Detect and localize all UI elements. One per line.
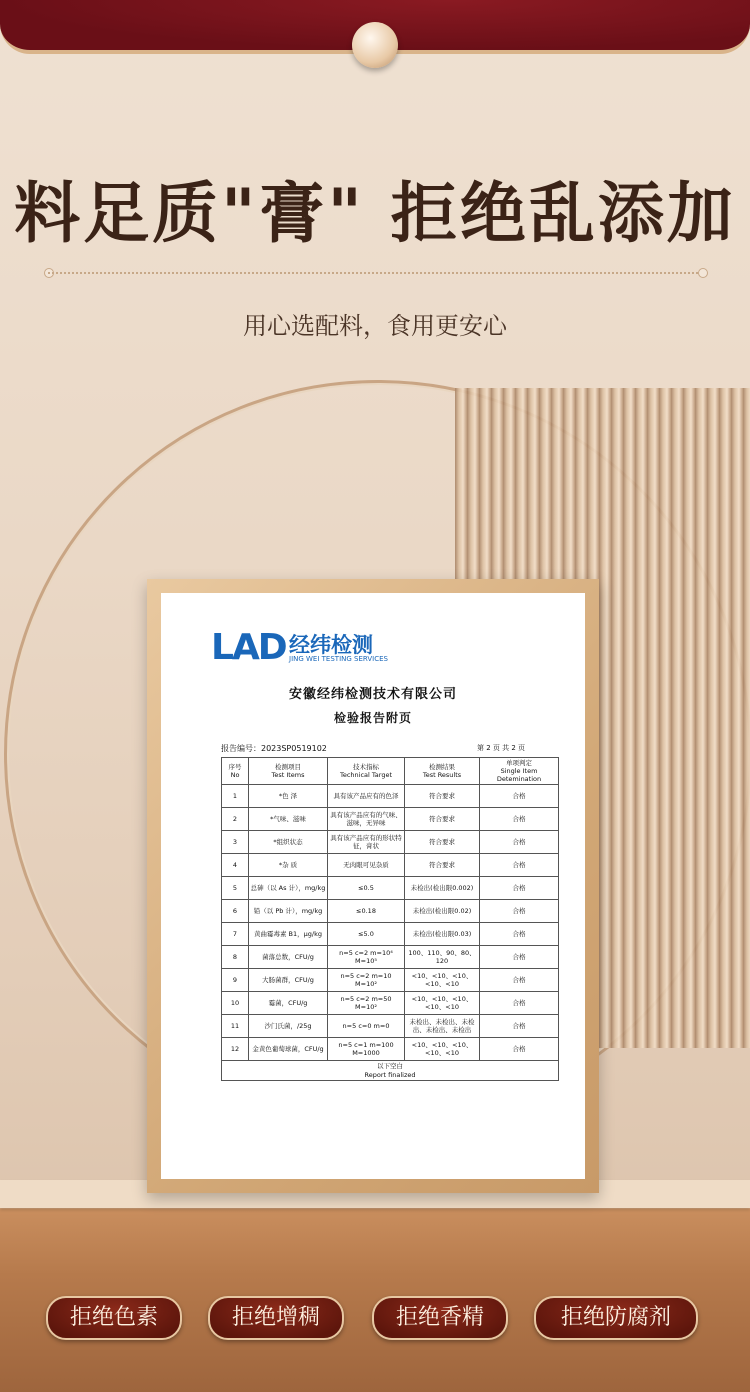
table-cell-no: 7 [222,923,249,946]
logo-cn-text: 经纬检测 [289,633,373,657]
headline: 料足质"膏" 拒绝乱添加 [14,174,736,252]
table-cell-no: 3 [222,831,249,854]
table-row [222,900,559,923]
table-cell-no: 6 [222,900,249,923]
table-cell-result: <10、<10、<10、<10、<10 [405,992,480,1015]
table-cell-item: 黄曲霉毒素 B1，μg/kg [249,923,328,946]
table-cell-result: 未检出(检出限0.02) [405,900,480,923]
table-cell-item: 沙门氏菌，/25g [249,1015,328,1038]
table-cell-judge: 合格 [480,1038,559,1061]
badge-no-flavoring: 拒绝香精 [372,1296,508,1340]
table-row [222,969,559,992]
table-row [222,923,559,946]
logo-en-text: JING WEI TESTING SERVICES [289,655,388,663]
report-table [221,757,559,1081]
table-cell-no: 11 [222,1015,249,1038]
table-cell-judge: 合格 [480,808,559,831]
report-number: 报告编号：2023SP0519102 [221,744,327,753]
table-cell-judge: 合格 [480,900,559,923]
table-cell-judge: 合格 [480,923,559,946]
table-cell-target: n=5 c=0 m=0 [328,1015,405,1038]
table-header: 检测项目 Test Items [249,758,328,785]
table-cell-item: *气味、滋味 [249,808,328,831]
table-cell-result: 未检出(检出限0.002) [405,877,480,900]
badge-no-coloring: 拒绝色素 [46,1296,182,1340]
table-cell-item: 大肠菌群，CFU/g [249,969,328,992]
badge-row [0,1296,750,1340]
table-row [222,1038,559,1061]
table-header: 技术指标 Technical Target [328,758,405,785]
table-cell-judge: 合格 [480,877,559,900]
badge-no-thickener: 拒绝增稠 [208,1296,344,1340]
table-header: 单项判定 Single Item Detemination [480,758,559,785]
table-cell-result: 未检出、未检出、未检出、未检出、未检出 [405,1015,480,1038]
table-cell-no: 12 [222,1038,249,1061]
table-cell-no: 1 [222,785,249,808]
table-row [222,992,559,1015]
table-cell-item: 金黄色葡萄球菌，CFU/g [249,1038,328,1061]
logo-lad-text: LAD [211,627,286,668]
table-cell-no: 9 [222,969,249,992]
table-cell-target: n=5 c=2 m=10 M=10² [328,969,405,992]
table-cell-item: 铅（以 Pb 计），mg/kg [249,900,328,923]
table-cell-judge: 合格 [480,969,559,992]
table-header: 序号 No [222,758,249,785]
table-header: 检测结果 Test Results [405,758,480,785]
table-footer-row [222,1061,559,1080]
table-cell-result: 符合要求 [405,854,480,877]
table-cell-result: 未检出(检出限0.03) [405,923,480,946]
report-page: 第 2 页 共 2 页 [477,744,526,752]
badge-no-preservative: 拒绝防腐剂 [534,1296,698,1340]
table-cell-item: 霉菌，CFU/g [249,992,328,1015]
table-row [222,877,559,900]
table-cell-no: 8 [222,946,249,969]
table-cell-target: 具有该产品应有的形状特征，膏状 [328,831,405,854]
company-name: 安徽经纬检测技术有限公司 [288,687,457,702]
subtitle: 用心选配料，食用更安心 [243,312,507,340]
table-header-row [222,758,559,785]
table-cell-item: *杂 质 [249,854,328,877]
table-cell-target: 无肉眼可见杂质 [328,854,405,877]
table-cell-target: 具有该产品应有的色泽 [328,785,405,808]
table-cell-item: 菌落总数，CFU/g [249,946,328,969]
table-cell-item: *色 泽 [249,785,328,808]
table-cell-target: ≤0.5 [328,877,405,900]
table-cell-judge: 合格 [480,946,559,969]
table-row [222,854,559,877]
table-cell-judge: 合格 [480,831,559,854]
decorative-knob [352,22,398,68]
table-row [222,785,559,808]
table-cell-result: 符合要求 [405,831,480,854]
table-cell-item: *组织状态 [249,831,328,854]
table-cell-target: 具有该产品应有的气味、滋味，无异味 [328,808,405,831]
table-cell-judge: 合格 [480,854,559,877]
table-row [222,1015,559,1038]
lad-logo [211,627,388,668]
dotted-divider [48,272,702,274]
table-cell-target: ≤0.18 [328,900,405,923]
report-paper [161,593,585,1179]
table-row [222,946,559,969]
table-cell-target: n=5 c=2 m=10⁴ M=10⁵ [328,946,405,969]
table-cell-judge: 合格 [480,992,559,1015]
table-cell-no: 2 [222,808,249,831]
table-cell-result: 符合要求 [405,808,480,831]
table-cell-result: <10、<10、<10、<10、<10 [405,1038,480,1061]
report-frame [147,579,599,1193]
dotline-end-right [698,268,708,278]
table-cell-judge: 合格 [480,1015,559,1038]
table-cell-result: <10、<10、<10、<10、<10 [405,969,480,992]
table-footer: 以下空白 Report finalized [222,1061,559,1080]
table-cell-no: 10 [222,992,249,1015]
table-cell-result: 符合要求 [405,785,480,808]
table-cell-target: n=5 c=1 m=100 M=1000 [328,1038,405,1061]
table-row [222,831,559,854]
table-cell-item: 总砷（以 As 计），mg/kg [249,877,328,900]
table-cell-no: 4 [222,854,249,877]
table-cell-target: n=5 c=2 m=50 M=10² [328,992,405,1015]
table-cell-result: 100、110、90、80、120 [405,946,480,969]
table-cell-no: 5 [222,877,249,900]
table-cell-target: ≤5.0 [328,923,405,946]
table-row [222,808,559,831]
report-title: 检验报告附页 [333,711,412,725]
wooden-shelf [0,1180,750,1392]
table-cell-judge: 合格 [480,785,559,808]
